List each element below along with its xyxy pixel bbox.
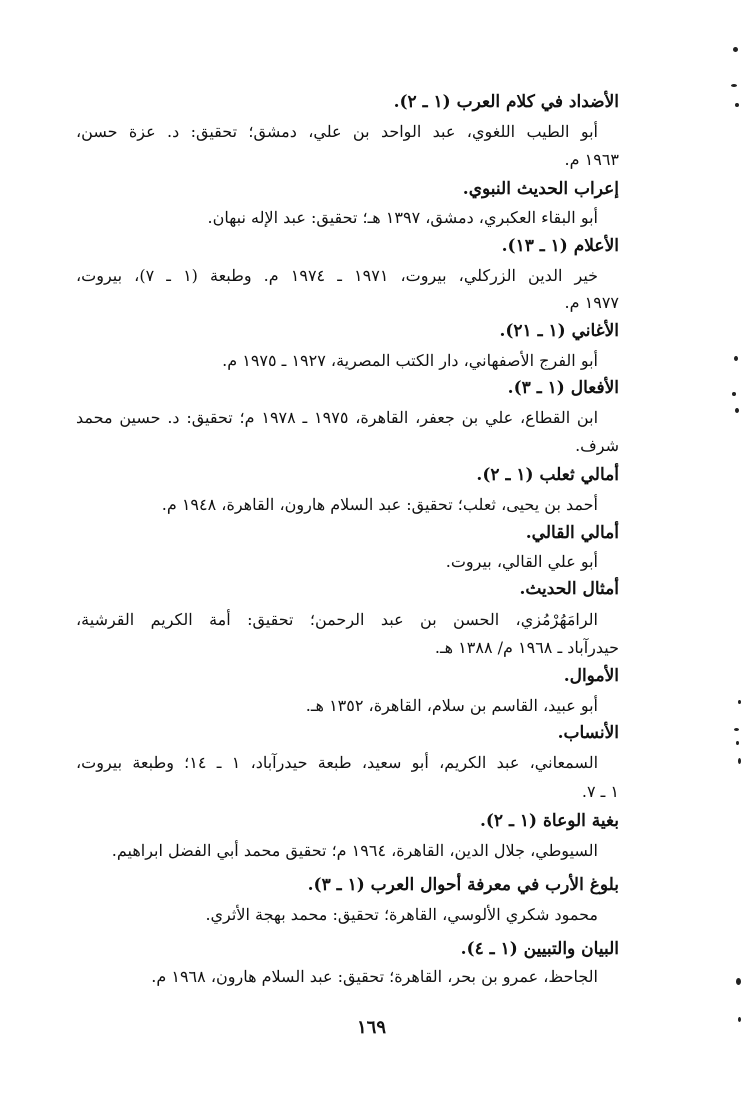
entry-title: الأنساب. xyxy=(557,723,619,743)
entry-detail: أبو الطيب اللغوي، عبد الواحد بن علي، دمشق؛ تحقيق: د. عزة حسن، xyxy=(76,122,598,141)
scan-speck xyxy=(738,758,741,764)
entry-detail: أبو عبيد، القاسم بن سلام، القاهرة، ١٣٥٢ هـ. xyxy=(305,696,598,715)
entry-detail-continued: شرف. xyxy=(575,436,619,455)
entry-detail: أحمد بن يحيى، ثعلب؛ تحقيق: عبد السلام هارون، القاهرة، ١٩٤٨ م. xyxy=(161,495,598,514)
entry-title: بغية الوعاة (١ ـ ٢). xyxy=(479,811,619,831)
scan-speck xyxy=(738,700,741,704)
scan-speck xyxy=(738,1017,741,1022)
entry-title: إعراب الحديث النبوي. xyxy=(462,179,619,199)
scan-speck xyxy=(736,741,739,745)
entry-title: الأفعال (١ ـ ٣). xyxy=(507,378,619,398)
entry-detail-continued: حيدرآباد ـ ١٩٦٨ م/ ١٣٨٨ هـ. xyxy=(434,638,619,657)
entry-detail: ابن القطاع، علي بن جعفر، القاهرة، ١٩٧٥ ـ ١٩٧٨ م؛ تحقيق: د. حسين محمد xyxy=(76,408,599,427)
entry-title: البيان والتبيين (١ ـ ٤). xyxy=(460,939,619,959)
entry-detail: أبو علي القالي، بيروت. xyxy=(445,552,598,571)
entry-detail: أبو الفرج الأصفهاني، دار الكتب المصرية، ١٩٢٧ ـ ١٩٧٥ م. xyxy=(222,351,598,370)
entry-detail: خير الدين الزركلي، بيروت، ١٩٧١ ـ ١٩٧٤ م. وطبعة (١ ـ ٧)، بيروت، xyxy=(76,266,599,285)
entry-detail: السيوطي، جلال الدين، القاهرة، ١٩٦٤ م؛ تحقيق محمد أبي الفضل ابراهيم. xyxy=(111,841,598,860)
entry-title: الأموال. xyxy=(563,666,619,686)
entry-title: أمالي ثعلب (١ ـ ٢). xyxy=(476,465,619,485)
entry-title: أمالي القالي. xyxy=(525,523,619,543)
entry-detail-continued: ١٩٦٣ م. xyxy=(564,150,619,169)
entry-title: الأضداد في كلام العرب (١ ـ ٢). xyxy=(393,92,619,112)
entry-detail-continued: ١٩٧٧ م. xyxy=(564,293,619,312)
entry-detail: الرامَهُرْمُزي، الحسن بن عبد الرحمن؛ تحقيق: أمة الكريم القرشية، xyxy=(76,610,598,629)
entry-detail: السمعاني، عبد الكريم، أبو سعيد، طبعة حيدرآباد، ١ ـ ١٤؛ وطبعة بيروت، xyxy=(76,753,599,772)
scan-speck xyxy=(735,103,739,107)
entry-detail: أبو البقاء العكبري، دمشق، ١٣٩٧ هـ؛ تحقيق: عبد الإله نبهان. xyxy=(207,208,598,227)
entry-detail: الجاحظ، عمرو بن بحر، القاهرة؛ تحقيق: عبد السلام هارون، ١٩٦٨ م. xyxy=(151,967,598,986)
scan-speck xyxy=(736,978,741,985)
scan-speck xyxy=(734,728,739,731)
page-number: ١٦٩ xyxy=(356,1017,386,1038)
scan-speck xyxy=(733,47,738,52)
entry-detail: محمود شكري الألوسي، القاهرة؛ تحقيق: محمد بهجة الأثري. xyxy=(205,905,598,924)
entry-detail-continued: ١ ـ ٧. xyxy=(581,782,619,801)
entry-title: أمثال الحديث. xyxy=(519,579,619,599)
scan-speck xyxy=(735,408,739,413)
scan-speck xyxy=(731,84,737,87)
entry-title: بلوغ الأرب في معرفة أحوال العرب (١ ـ ٣). xyxy=(307,875,619,895)
entry-title: الأعلام (١ ـ ١٣). xyxy=(501,236,619,256)
scan-speck xyxy=(734,356,738,361)
entry-title: الأغاني (١ ـ ٢١). xyxy=(499,321,619,341)
scan-speck xyxy=(732,392,736,396)
